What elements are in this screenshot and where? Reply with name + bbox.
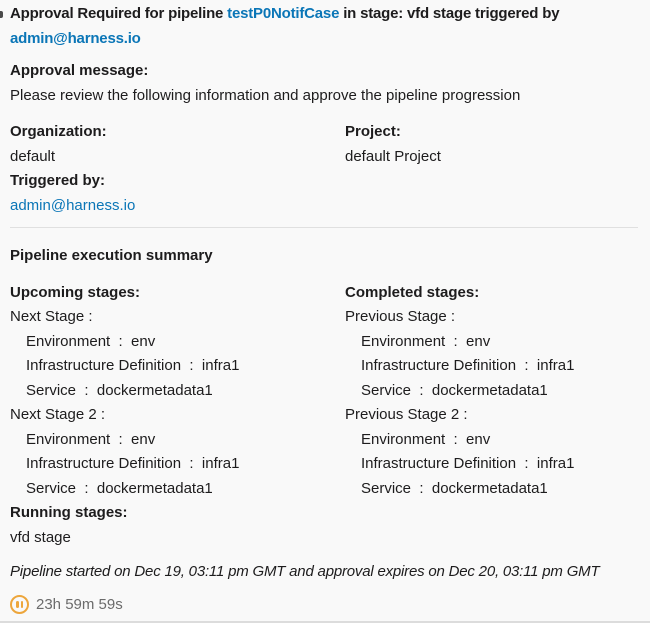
stage-detail: Environment : env [26,430,156,448]
completed-stages-label: Completed stages: [345,283,480,301]
message-title [10,2,638,51]
timer-remaining: 23h 59m 59s [36,595,123,613]
upcoming-stages-column [10,281,345,502]
project-field [345,120,638,169]
section-divider [10,227,638,228]
project-value: default Project [345,147,441,165]
title-middle: in stage: vfd stage triggered by [343,5,560,22]
stage-name: Previous Stage 2 : [345,406,468,423]
completed-stages-column [345,281,638,502]
stage-detail: Infrastructure Definition : infra1 [26,357,240,374]
organization-field [10,120,345,169]
running-stages-label: Running stages: [10,504,128,521]
organization-value: default [10,147,56,165]
triggered-by-field [10,169,345,218]
title-prefix: Approval Required for pipeline [10,5,224,22]
approval-message-section [10,59,638,108]
stage-detail: Service : dockermetadata1 [361,479,548,497]
stage-detail: Environment : env [26,332,156,350]
stage-detail: Service : dockermetadata1 [26,381,213,399]
approval-message-label: Approval message: [10,62,149,79]
stage-detail: Infrastructure Definition : infra1 [361,455,575,472]
stage-detail: Infrastructure Definition : infra1 [361,357,575,374]
triggered-by-link[interactable]: admin@harness.io [10,29,141,47]
stage-name: Next Stage 2 : [10,406,106,423]
running-stages-section [10,501,638,550]
approval-timer [10,593,638,618]
clipped-element-fragment [0,11,3,18]
stage-name: Next Stage : [10,308,93,325]
pipeline-link[interactable]: testP0NotifCase [227,5,340,22]
triggered-by-label: Triggered by: [10,172,106,189]
organization-label: Organization: [10,123,107,140]
stages-section [10,281,638,502]
stage-name: Previous Stage : [345,308,456,325]
project-label: Project: [345,123,401,140]
approval-message-text: Please review the following information and approve the pipeline progression [10,86,521,104]
upcoming-stages-label: Upcoming stages: [10,283,141,301]
summary-title: Pipeline execution summary [10,247,213,264]
running-stages-value: vfd stage [10,528,71,546]
stage-detail: Environment : env [361,430,491,448]
schedule-note: Pipeline started on Dec 19, 03:11 pm GMT and approval expires on Dec 20, 03:11 pm GMT [10,563,600,580]
stage-detail: Infrastructure Definition : infra1 [26,455,240,472]
stage-detail: Service : dockermetadata1 [361,381,548,399]
stage-detail: Service : dockermetadata1 [26,479,213,497]
stage-detail: Environment : env [361,332,491,350]
triggered-by-value-link[interactable]: admin@harness.io [10,196,136,214]
fields-section [10,120,638,218]
pause-icon [10,595,29,614]
